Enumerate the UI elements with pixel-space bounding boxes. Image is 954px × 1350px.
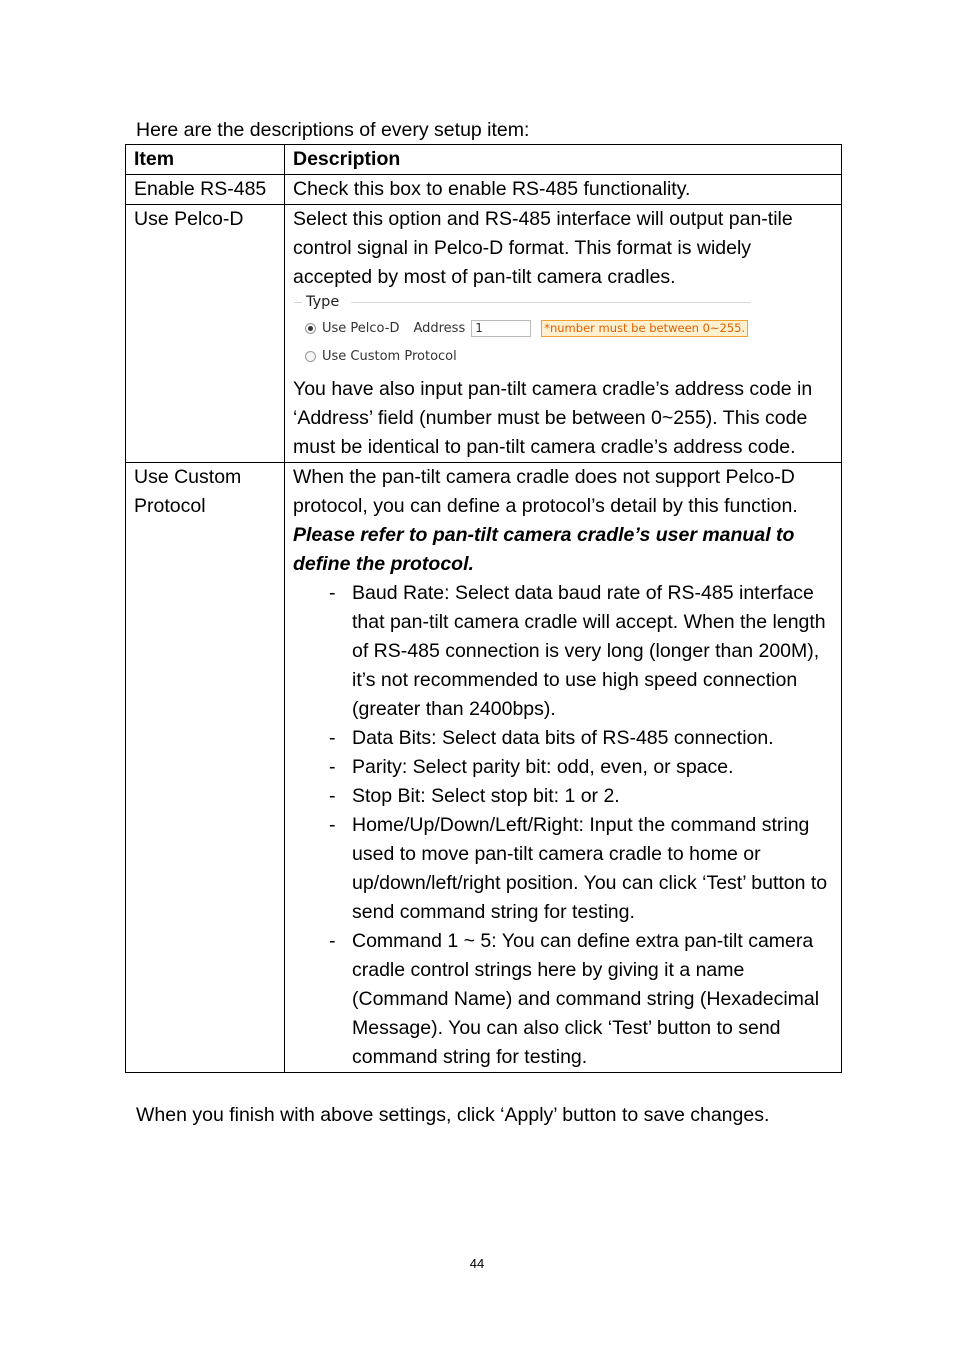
custom-settings-list [293,579,833,1072]
pelco-option-row [305,317,748,339]
list-item: - Data Bits: Select data bits of RS-485 connection. [352,724,833,753]
fieldset-border [294,302,302,303]
intro-text: Here are the descriptions of every setup item: [136,119,530,141]
page-number: 44 [469,1256,485,1271]
item-use-pelco: Use Pelco-D [126,205,285,463]
custom-note: Please refer to pan-tilt camera cradle’s user manual to define the protocol. [293,524,795,575]
address-input[interactable]: 1 [471,320,531,337]
desc-enable-rs485: Check this box to enable RS-485 functionality. [285,175,842,205]
pelco-radio[interactable] [305,323,316,334]
header-item: Item [126,145,285,175]
custom-protocol-radio-label: Use Custom Protocol [322,348,457,364]
custom-option-row [305,345,457,367]
item-enable-rs485: Enable RS-485 [126,175,285,205]
type-legend: Type [306,294,340,310]
desc-use-pelco-2: You have also input pan-tilt camera cradle’s address code in ‘Address’ field (number must be between 0~255). This code must be identical to pan-tilt camera cradle’s address code. [293,378,813,458]
custom-protocol-radio[interactable] [305,351,316,362]
list-item: - Stop Bit: Select stop bit: 1 or 2. [352,782,833,811]
item-use-custom: Use Custom Protocol [126,463,285,1073]
address-label: Address [413,320,466,336]
list-item: - Command 1 ~ 5: You can define extra pan-tilt camera cradle control strings here by giving it a name (Command Name) and command string (Hexadecimal Message). You can also click ‘Test’ button to send command string for testing. [352,927,833,1072]
outro-text: When you finish with above settings, click ‘Apply’ button to save changes. [136,1104,770,1126]
desc-use-pelco-cell [285,205,842,463]
table-row [126,463,842,1073]
header-description: Description [285,145,842,175]
desc-use-custom-cell [285,463,842,1073]
table-row [126,175,842,205]
desc-use-pelco-1: Select this option and RS-485 interface will output pan-tile control signal in Pelco-D format. This format is widely accepted by most of pan-tilt camera cradles. [293,208,793,288]
setup-items-table [125,144,842,1073]
address-hint: *number must be between 0~255. [541,320,748,337]
type-settings-screenshot [293,293,833,375]
list-item: - Baud Rate: Select data baud rate of RS-485 interface that pan-tilt camera cradle will accept. When the length of RS-485 connection is very long (longer than 200M), it’s not recommended to use high speed connection (greater than 2400bps). [352,579,833,724]
desc-use-custom: When the pan-tilt camera cradle does not support Pelco-D protocol, you can define a protocol’s detail by this function. [293,466,798,517]
list-item: - Parity: Select parity bit: odd, even, or space. [352,753,833,782]
pelco-radio-label: Use Pelco-D [322,320,400,336]
table-row [126,205,842,463]
fieldset-border [351,302,751,303]
table-header-row [126,145,842,175]
list-item: - Home/Up/Down/Left/Right: Input the command string used to move pan-tilt camera cradle to home or up/down/left/right position. You can click ‘Test’ button to send command string for testing. [352,811,833,927]
